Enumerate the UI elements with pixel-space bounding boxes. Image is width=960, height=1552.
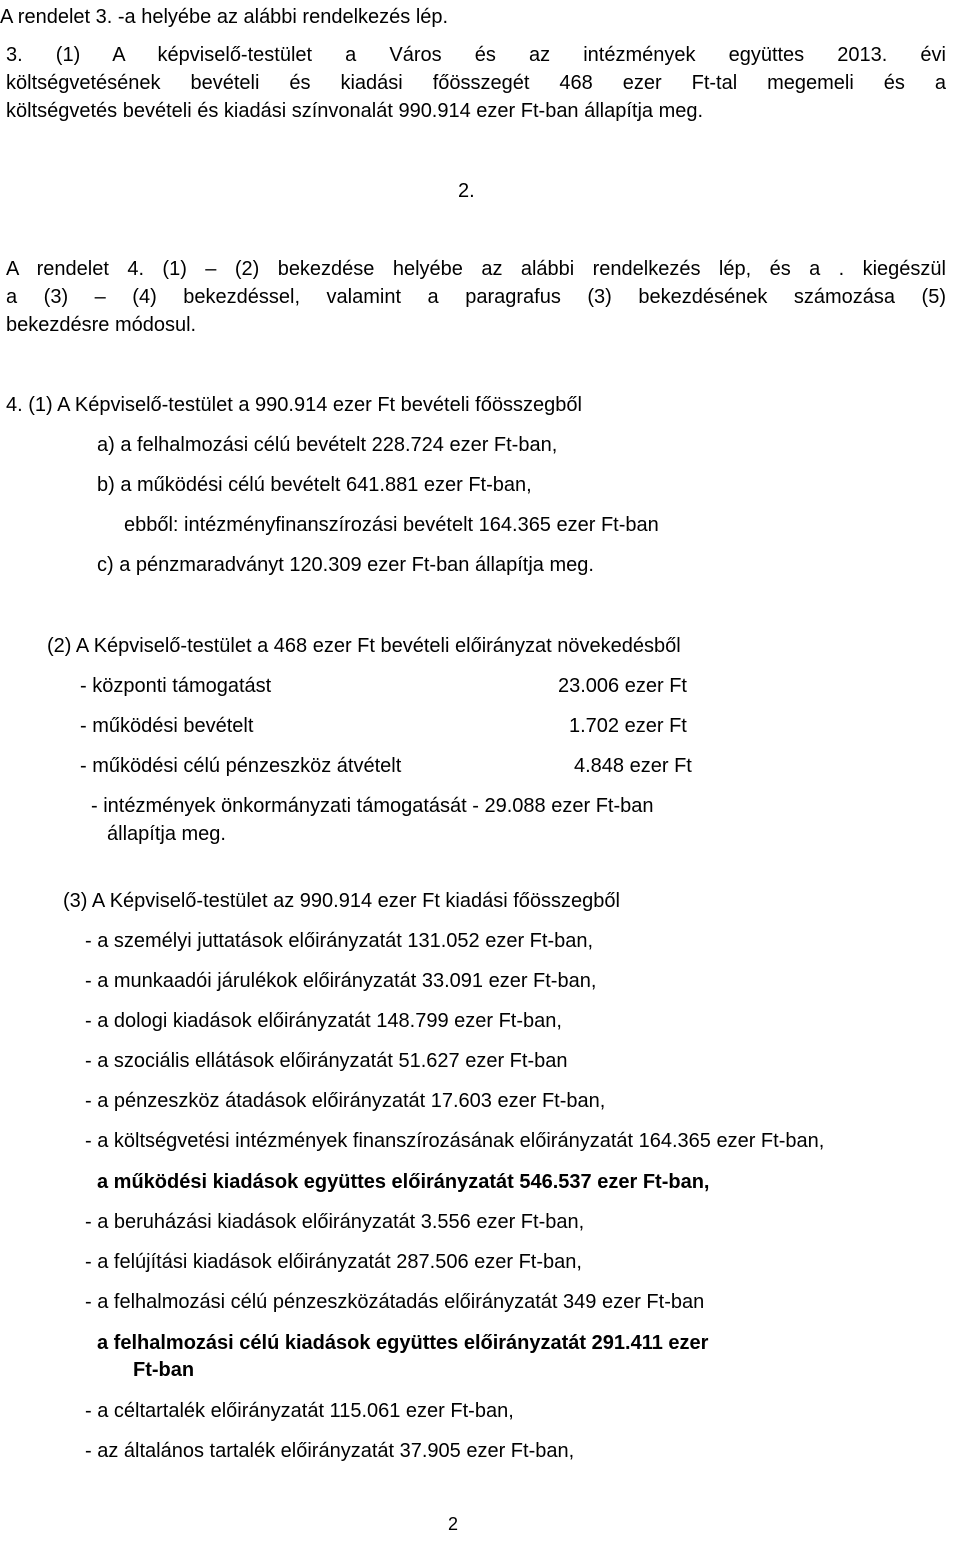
- list-item: - a felújítási kiadások előirányzatát 287.506 ezer Ft-ban,: [85, 1251, 582, 1273]
- list-item: - a dologi kiadások előirányzatát 148.799 ezer Ft-ban,: [85, 1010, 562, 1032]
- table-row-label: - működési célú pénzeszköz átvételt: [80, 755, 402, 777]
- section3-intro-line: a (3) – (4) bekezdéssel, valamint a paragrafus (3) bekezdésének számozása (5): [6, 286, 946, 308]
- par4-2-heading: (2) A Képviselő-testület a 468 ezer Ft bevételi előirányzat növekedésből: [47, 635, 681, 657]
- page-number: 2: [448, 1514, 459, 1534]
- list-item: - a felhalmozási célú pénzeszközátadás előirányzatát 349 ezer Ft-ban: [85, 1291, 705, 1313]
- list-item: - a céltartalék előirányzatát 115.061 ezer Ft-ban,: [85, 1400, 514, 1422]
- par4-2-last-line-cont: állapítja meg.: [107, 823, 226, 845]
- table-row-label: - központi támogatást: [80, 675, 272, 697]
- table-row-amount: 1.702 ezer Ft: [569, 715, 687, 737]
- list-item: c) a pénzmaradványt 120.309 ezer Ft-ban állapítja meg.: [97, 554, 594, 576]
- list-item: - az általános tartalék előirányzatát 37.905 ezer Ft-ban,: [85, 1440, 575, 1462]
- table-row-amount: 23.006 ezer Ft: [558, 675, 687, 697]
- par4-3-heading: (3) A Képviselő-testület az 990.914 ezer Ft kiadási főösszegből: [63, 890, 620, 912]
- section3-intro-line: bekezdésre módosul.: [6, 314, 197, 336]
- section3-intro-line: A rendelet 4. (1) – (2) bekezdése helyébe az alábbi rendelkezés lép, és a . kiegészül: [6, 258, 946, 280]
- list-item: ebből: intézményfinanszírozási bevételt 164.365 ezer Ft-ban: [124, 514, 659, 536]
- par4-2-last-line: - intézmények önkormányzati támogatását - 29.088 ezer Ft-ban: [91, 795, 654, 817]
- list-item: - a szociális ellátások előirányzatát 51.627 ezer Ft-ban: [85, 1050, 568, 1072]
- list-item: a) a felhalmozási célú bevételt 228.724 ezer Ft-ban,: [97, 434, 558, 456]
- section-heading: 2.: [458, 180, 475, 202]
- section2-para-line: 3. (1) A képviselő-testület a Város és az intézmények együttes 2013. évi: [6, 44, 946, 66]
- list-item: - a pénzeszköz átadások előirányzatát 17.603 ezer Ft-ban,: [85, 1090, 606, 1112]
- list-item: - a munkaadói járulékok előirányzatát 33.091 ezer Ft-ban,: [85, 970, 597, 992]
- section2-intro: A rendelet 3. -a helyébe az alábbi rendelkezés lép.: [0, 6, 449, 28]
- table-row-amount: 4.848 ezer Ft: [574, 755, 692, 777]
- section2-para-line: költségvetésének bevételi és kiadási főösszegét 468 ezer Ft-tal megemeli és a: [6, 72, 946, 94]
- bold-total-cont: Ft-ban: [133, 1359, 195, 1381]
- list-item: - a beruházási kiadások előirányzatát 3.556 ezer Ft-ban,: [85, 1211, 585, 1233]
- bold-total: a működési kiadások együttes előirányzatát 546.537 ezer Ft-ban,: [97, 1171, 710, 1193]
- list-item: - a költségvetési intézmények finanszírozásának előirányzatát 164.365 ezer Ft-ban,: [85, 1130, 825, 1152]
- list-item: - a személyi juttatások előirányzatát 131.052 ezer Ft-ban,: [85, 930, 594, 952]
- table-row-label: - működési bevételt: [80, 715, 254, 737]
- section2-para-line: költségvetés bevételi és kiadási színvonalát 990.914 ezer Ft-ban állapítja meg.: [6, 100, 704, 122]
- bold-total: a felhalmozási célú kiadások együttes előirányzatát 291.411 ezer: [97, 1332, 709, 1354]
- par4-1-heading: 4. (1) A Képviselő-testület a 990.914 ezer Ft bevételi főösszegből: [6, 394, 582, 416]
- list-item: b) a működési célú bevételt 641.881 ezer Ft-ban,: [97, 474, 532, 496]
